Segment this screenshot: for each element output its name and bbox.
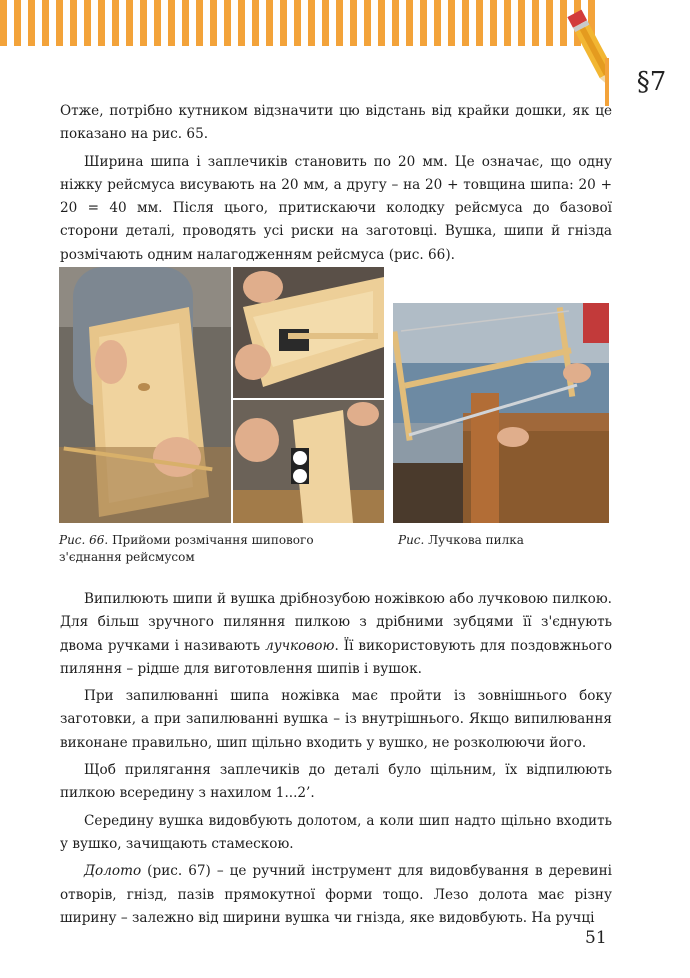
bow-saw-label: Рис.	[398, 533, 425, 547]
body-text-top	[60, 100, 612, 271]
paragraph	[60, 588, 612, 681]
header-stripes	[0, 0, 596, 46]
body-text-bottom	[60, 588, 612, 934]
paragraph-text: . Її використовують для поздовжнього пиляння – рідше для виготовлення шипів і вушок.	[60, 637, 613, 677]
paragraph: Середину вушка видовбують долотом, а коли шип надто щільно входить у вушко, зачищають стамескою.	[60, 812, 612, 852]
paragraph: Ширина шипа і заплечиків становить по 20 мм. Це означає, що одну ніжку рейсмуса висувають на 20 мм, а другу – на 20 + товщина шипа: 20 + 20 = 40 мм. Після цього, притискаючи колодку рейсмуса до базової сторони деталі, проводять усі риски на заготовці. Вушка, шипи й гнізда розмічають одним налагодженням рейсмуса (рис. 66).	[60, 153, 612, 263]
figure-66-caption	[59, 532, 359, 566]
paragraph: Отже, потрібно кутником відзначити цю відстань від крайки дошки, як це показано на рис. 65.	[60, 103, 612, 143]
page-number: 51	[585, 928, 607, 948]
paragraph	[60, 860, 612, 930]
term-italic: Долото	[84, 863, 142, 880]
paragraph: При запилюванні шипа ножівка має пройти із зовнішнього боку заготовки, а при запилюванні вушка – із внутрішнього. Якщо випилювання виконане правильно, шип щільно входить у вушко, не розколюючи його.	[60, 688, 612, 751]
photo-marking-gauge-top	[233, 267, 384, 398]
section-label: §7	[605, 58, 690, 106]
figure-66-label: Рис. 66.	[59, 533, 109, 547]
paragraph: Щоб прилягання заплечиків до деталі було щільним, їх відпилюють пилкою всередину з нахилом 1...2’.	[60, 762, 612, 802]
figure-66-caption-text: Прийоми розмічання шипового з'єднання рейсмусом	[59, 533, 314, 564]
term-italic: лучковою	[265, 637, 335, 654]
paragraph-text: (рис. 67) – це ручний інструмент для видовбування в деревині отворів, гнізд, пазів прямокутної форми тощо. Лезо долота має різну ширину – залежно від ширини вушка чи гнізда, яке видовбують. На ручці	[60, 863, 612, 926]
photo-bow-saw	[393, 303, 609, 523]
bow-saw-caption-text: Лучкова пилка	[424, 533, 524, 547]
bow-saw-caption	[398, 532, 608, 549]
photo-marking-gauge-side	[233, 400, 384, 523]
paragraph-text: Випилюють шипи й вушка дрібнозубою ножівкою або лучковою пилкою. Для більш зручного пиляння пилкою з дрібними зубцями її з'єднують двома ручками і називають	[60, 591, 612, 654]
photo-marking-board	[59, 267, 231, 523]
